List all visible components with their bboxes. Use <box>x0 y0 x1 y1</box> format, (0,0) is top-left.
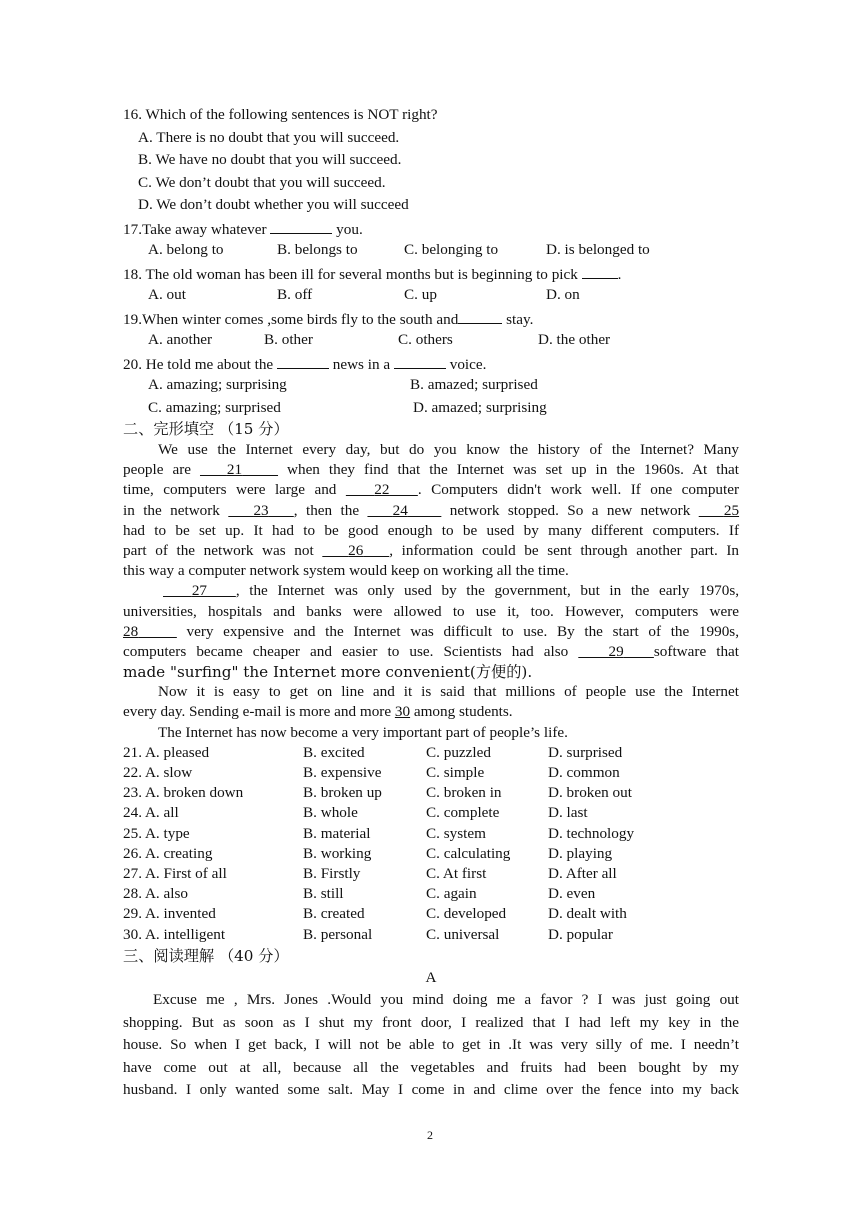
answer-blank <box>277 352 329 369</box>
cloze-option: B. whole <box>303 804 358 822</box>
cloze-option: C. puzzled <box>426 743 491 761</box>
blank-25: 25 <box>723 501 740 519</box>
question-16: 16. Which of the following sentences is NOT right? <box>123 106 438 123</box>
cloze-line: 27 , the Internet was only used by the government, but in the early 1970s, <box>123 581 739 601</box>
cloze-option: C. At first <box>426 864 487 882</box>
blank-21: 21 <box>226 461 243 479</box>
cloze-line: computers became cheaper and easier to use. Scientists had also 29 software that <box>123 642 740 660</box>
cloze-option: C. complete <box>426 804 500 822</box>
cloze-option: B. excited <box>303 743 365 761</box>
cloze-option: D. dealt with <box>548 905 627 923</box>
cloze-option: 29. A. invented <box>123 905 216 923</box>
section-heading-cloze: 二、完形填空 （15 分） <box>123 420 289 438</box>
cloze-option: 27. A. First of all <box>123 864 227 882</box>
cloze-line: Now it is easy to get on line and it is said that millions of people use the Internet <box>158 683 739 701</box>
question-20: 20. He told me about the news in a voice. <box>123 352 739 375</box>
cloze-option: C. simple <box>426 764 485 781</box>
cloze-line: every day. Sending e-mail is more and more 30 among students. <box>123 703 513 721</box>
blank-30: 30 <box>394 703 411 721</box>
option-16b: B. We have no doubt that you will succeed. <box>138 151 402 168</box>
options-17: A. belong to B. belongs to C. belonging to D. is belonged to <box>148 241 650 258</box>
question-18: 18. The old woman has been ill for several months but is beginning to pick . <box>123 262 739 285</box>
reading-line: husband. I only wanted some salt. May I come in and clime over the fence into my back <box>123 1081 739 1099</box>
cloze-option: C. developed <box>426 905 507 923</box>
cloze-option: D. popular <box>548 925 613 943</box>
options-19: A. another B. other C. others D. the other <box>148 331 611 348</box>
cloze-option: B. still <box>303 885 344 903</box>
question-19: 19.When winter comes ,some birds fly to the south and stay. <box>123 307 739 330</box>
cloze-option: D. technology <box>548 824 635 842</box>
cloze-option: 21. A. pleased <box>123 743 210 761</box>
cloze-options <box>123 743 739 945</box>
cloze-option-row <box>123 803 739 823</box>
cloze-option: D. After all <box>548 864 617 882</box>
reading-line: shopping. But as soon as I shut my front door, I realized that I had left my key in the <box>123 1013 739 1031</box>
answer-blank <box>582 262 618 279</box>
answer-blank <box>458 307 502 324</box>
cloze-option: C. again <box>426 885 477 903</box>
cloze-option: 26. A. creating <box>123 844 213 862</box>
cloze-line: people are 21 when they find that the Internet was set up in the 1960s. At that <box>123 461 740 479</box>
cloze-option: 22. A. slow <box>123 764 193 781</box>
cloze-line: We use the Internet every day, but do you know the history of the Internet? Many <box>158 441 739 458</box>
cloze-line: made "surfing" the Internet more convenient(方便的). <box>123 663 533 682</box>
cloze-option: D. surprised <box>548 743 623 761</box>
cloze-option: B. expensive <box>303 764 382 781</box>
cloze-option: 23. A. broken down <box>123 784 244 802</box>
section-heading-reading: 三、阅读理解 （40 分） <box>123 946 289 965</box>
cloze-option-row <box>123 864 739 884</box>
cloze-line: in the network 23 , then the 24 network stopped. So a new network 25 <box>123 501 740 519</box>
reading-line: Excuse me , Mrs. Jones .Would you mind doing me a favor ? I was just going out <box>153 991 739 1009</box>
cloze-line: had to be set up. It had to be good enough to be used by many different computers. If <box>123 521 739 539</box>
cloze-option: B. Firstly <box>303 864 361 882</box>
question-17: 17.Take away whatever you. <box>123 217 739 240</box>
cloze-option-row <box>123 904 739 924</box>
cloze-option: D. common <box>548 764 620 781</box>
cloze-option: B. personal <box>303 925 373 943</box>
blank-22: 22 <box>374 481 390 499</box>
cloze-option: 28. A. also <box>123 885 188 903</box>
cloze-line: this way a computer network system would keep on working all the time. <box>123 562 569 580</box>
cloze-option: C. universal <box>426 925 500 943</box>
blank-26: 26 <box>348 541 364 559</box>
cloze-option-row <box>123 884 739 904</box>
answer-blank <box>394 352 446 369</box>
blank-28: 28 <box>123 622 139 640</box>
cloze-option: B. material <box>303 824 371 842</box>
options-20ab: A. amazing; surprising B. amazed; surprised <box>148 376 538 393</box>
cloze-option: B. broken up <box>303 784 382 802</box>
exam-page <box>123 104 739 1102</box>
cloze-option: 24. A. all <box>123 804 179 822</box>
cloze-option: 30. A. intelligent <box>123 925 226 943</box>
blank-23: 23 <box>253 501 269 519</box>
cloze-option: B. created <box>303 905 365 923</box>
option-16a: A. There is no doubt that you will succeed. <box>138 128 400 146</box>
blank-24: 24 <box>392 501 408 519</box>
options-18: A. out B. off C. up D. on <box>148 286 580 303</box>
cloze-option-row <box>123 763 739 783</box>
cloze-option: D. last <box>548 804 588 822</box>
reading-line: house. So when I get back, I will not be able to get in .It was very silly of me. I needn’t <box>123 1036 739 1054</box>
cloze-option: B. working <box>303 844 372 862</box>
cloze-option-row <box>123 783 739 803</box>
cloze-option: 25. A. type <box>123 824 190 842</box>
cloze-line: part of the network was not 26 , information could be sent through another part. In <box>123 541 740 559</box>
cloze-option: D. broken out <box>548 784 632 802</box>
cloze-line: time, computers were large and 22 . Computers didn't work well. If one computer <box>123 481 740 499</box>
cloze-option: C. system <box>426 824 486 842</box>
cloze-line: 28 very expensive and the Internet was difficult to use. By the start of the 1990s, <box>123 622 740 640</box>
cloze-option: D. playing <box>548 844 613 862</box>
cloze-option-row <box>123 844 739 864</box>
page-number: 2 <box>427 1128 433 1142</box>
cloze-option-row <box>123 743 739 763</box>
options-20cd: C. amazing; surprised D. amazed; surprising <box>148 398 547 416</box>
blank-27: 27 <box>191 582 208 600</box>
cloze-option: D. even <box>548 885 596 903</box>
answer-blank <box>270 217 332 234</box>
passage-label: A <box>425 968 437 986</box>
cloze-option-row <box>123 925 739 945</box>
option-16c: C. We don’t doubt that you will succeed. <box>138 173 386 191</box>
cloze-line: The Internet has now become a very important part of people’s life. <box>158 723 568 741</box>
blank-29: 29 <box>608 642 624 660</box>
cloze-option: C. calculating <box>426 844 511 862</box>
cloze-option-row <box>123 824 739 844</box>
cloze-option: C. broken in <box>426 784 502 802</box>
reading-line: have come out at all, because all the vegetables and fruits had been bought by my <box>123 1058 739 1076</box>
option-16d: D. We don’t doubt whether you will succeed <box>138 196 409 213</box>
cloze-line: universities, hospitals and banks were allowed to use it, too. However, computers were <box>123 602 739 620</box>
